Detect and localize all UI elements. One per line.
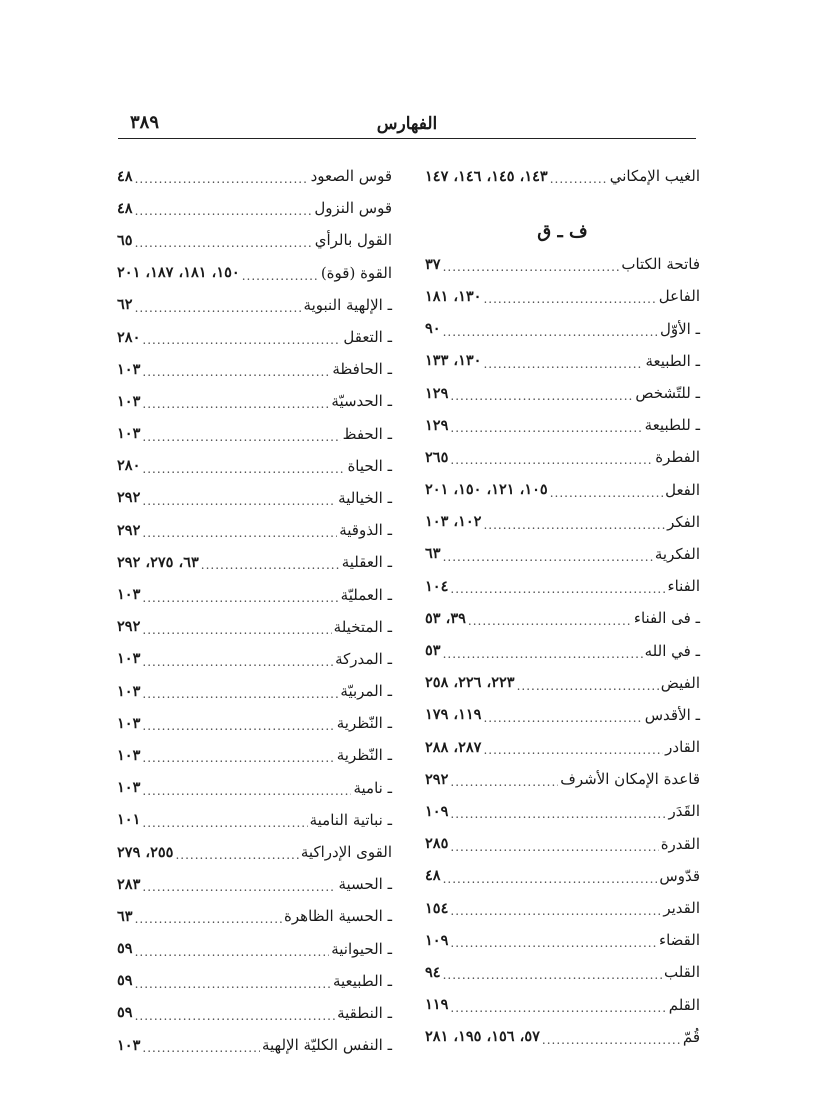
index-entry	[425, 731, 700, 763]
index-entry	[425, 667, 700, 699]
index-term: الفيض	[660, 673, 700, 692]
index-term: القضاء	[659, 931, 700, 950]
index-entry	[117, 868, 392, 900]
leader-dots	[142, 586, 338, 604]
index-term: القلب	[663, 963, 700, 982]
index-pages: ٢٨٠	[117, 328, 141, 346]
index-term: الفعل	[665, 480, 700, 499]
leader-dots	[142, 360, 330, 378]
leader-dots	[142, 650, 333, 668]
index-pages: ٢٩٢	[117, 489, 141, 507]
index-pages: ١٠٤	[425, 577, 449, 595]
index-pages: ٤٨	[117, 167, 133, 185]
index-pages: ١٢٩	[425, 384, 449, 402]
index-pages: ٤٨	[117, 199, 133, 217]
index-pages: ١٠٣	[117, 360, 141, 378]
index-term: القلم	[668, 995, 700, 1014]
index-entry	[425, 924, 700, 956]
leader-dots	[135, 296, 302, 314]
index-term: قدّوس	[659, 866, 700, 885]
index-entry	[117, 321, 392, 353]
index-entry	[117, 418, 392, 450]
leader-dots	[142, 811, 307, 829]
index-term: القوى الإدراكية	[300, 843, 392, 862]
index-term: القدير	[663, 899, 700, 918]
index-pages: ١٠٣	[117, 779, 141, 797]
left-index-column	[117, 160, 392, 1061]
index-entry	[425, 892, 700, 924]
right-index-column	[425, 160, 700, 1053]
leader-dots	[135, 907, 282, 925]
index-term: قوس النزول	[314, 199, 392, 218]
leader-dots	[550, 167, 608, 185]
index-pages: ١٠٣	[117, 746, 141, 764]
index-entry	[117, 482, 392, 514]
index-entry	[425, 828, 700, 860]
index-entry	[425, 860, 700, 892]
index-term: ـ الحدسيّة	[331, 392, 392, 411]
index-term: ـ للطبيعة	[644, 416, 700, 435]
index-term: ـ العقلية	[341, 553, 392, 572]
index-term: ـ الخيالية	[338, 488, 392, 507]
index-entry	[117, 257, 392, 289]
leader-dots	[142, 779, 351, 797]
index-term: قاعدة الإمكان الأشرف	[560, 770, 700, 789]
leader-dots	[450, 802, 666, 820]
index-pages: ١٠٩	[425, 802, 449, 820]
leader-dots	[483, 738, 663, 756]
leader-dots	[135, 231, 313, 249]
leader-dots	[443, 963, 662, 981]
leader-dots	[483, 352, 643, 370]
index-pages: ١٥٠، ١٨١، ١٨٧، ٢٠١	[117, 264, 240, 282]
index-pages: ١٠٢، ١٠٣	[425, 513, 482, 531]
index-entry	[117, 739, 392, 771]
index-pages: ٢٩٢	[117, 618, 141, 636]
index-term: القدرة	[660, 834, 700, 853]
index-entry	[117, 804, 392, 836]
index-pages: ٤٨	[425, 867, 441, 885]
index-pages: ١٠٣	[117, 1036, 141, 1054]
leader-dots	[483, 706, 642, 724]
leader-dots	[142, 392, 329, 410]
index-term: ـ المدركة	[335, 649, 392, 668]
leader-dots	[135, 199, 313, 217]
index-term: ـ المتخيلة	[333, 617, 392, 636]
index-term: ـ النّظرية	[336, 746, 392, 765]
index-entry	[425, 313, 700, 345]
index-pages: ١٠١	[117, 811, 141, 829]
leader-dots	[550, 481, 663, 499]
section-heading: ف ـ ق	[537, 221, 588, 243]
page-header	[118, 112, 696, 139]
leader-dots	[450, 770, 558, 788]
leader-dots	[135, 167, 309, 185]
index-term: ـ الحسية	[338, 875, 392, 894]
index-pages: ١١٩، ١٧٩	[425, 706, 482, 724]
index-term: ـ في الله	[644, 641, 700, 660]
index-term: الفاعل	[658, 287, 700, 306]
index-pages: ٢٥٥، ٢٧٩	[117, 843, 174, 861]
index-term: ـ نامية	[353, 778, 392, 797]
index-term: فاتحة الكتاب	[621, 255, 700, 274]
index-pages: ١٠٣	[117, 392, 141, 410]
index-term: ـ الذوقية	[339, 521, 392, 540]
index-entry	[425, 377, 700, 409]
leader-dots	[142, 875, 336, 893]
leader-dots	[450, 577, 665, 595]
index-entry	[425, 1021, 700, 1053]
leader-dots	[175, 843, 298, 861]
index-pages: ١٠٣	[117, 650, 141, 668]
index-entry	[117, 192, 392, 224]
index-term: الغيب الإمكاني	[609, 167, 700, 186]
index-pages: ٥٣	[425, 642, 441, 660]
index-entry	[425, 538, 700, 570]
index-entry	[117, 546, 392, 578]
leader-dots	[450, 996, 666, 1014]
leader-dots	[443, 255, 620, 273]
index-pages: ٢٨٣	[117, 875, 141, 893]
left-entry-list	[117, 160, 392, 1061]
index-term: القَدَر	[668, 802, 700, 821]
index-pages: ١٢٩	[425, 416, 449, 434]
index-pages: ١٠٩	[425, 931, 449, 949]
leader-dots	[135, 972, 331, 990]
index-pages: ٣٩، ٥٣	[425, 609, 466, 627]
index-pages: ١٥٤	[425, 899, 449, 917]
index-pages: ٦٢	[117, 296, 133, 314]
index-pages: ٢٢٣، ٢٢٦، ٢٥٨	[425, 674, 515, 692]
index-pages: ٦٣	[425, 545, 441, 563]
index-entry	[425, 345, 700, 377]
index-term: ـ الحسية الظاهرة	[284, 907, 392, 926]
leader-dots	[450, 384, 633, 402]
index-pages: ٦٣، ٢٧٥، ٢٩٢	[117, 553, 199, 571]
index-entry	[117, 450, 392, 482]
index-entry	[425, 956, 700, 988]
leader-dots	[135, 940, 330, 958]
index-term: ـ الحافظة	[332, 360, 392, 379]
index-term: القادر	[665, 738, 700, 757]
index-entry	[425, 989, 700, 1021]
index-pages: ١١٩	[425, 996, 449, 1014]
index-pages: ٢٨٥	[425, 835, 449, 853]
index-entry	[117, 933, 392, 965]
index-entry	[425, 441, 700, 473]
leader-dots	[242, 264, 319, 282]
index-entry	[117, 1029, 392, 1061]
index-term: الفطرة	[655, 448, 700, 467]
index-pages: ٥٩	[117, 1004, 133, 1022]
index-pages: ٩٠	[425, 320, 441, 338]
index-term: ـ الأوّل	[659, 319, 700, 338]
index-term: ـ للتّشخص	[635, 384, 700, 403]
index-entry	[117, 224, 392, 256]
leader-dots	[142, 618, 331, 636]
index-entry	[425, 699, 700, 731]
index-term: ـ النفس الكليّة الإلهية	[261, 1036, 392, 1055]
header-title: الفهارس	[376, 114, 438, 134]
index-entry	[117, 643, 392, 675]
index-entry	[425, 248, 700, 280]
leader-dots	[450, 931, 657, 949]
index-term: الفكرية	[654, 544, 700, 563]
index-pages: ٦٥	[117, 231, 133, 249]
index-entry	[117, 997, 392, 1029]
leader-dots	[142, 521, 337, 539]
index-pages: ٩٤	[425, 963, 441, 981]
index-pages: ٣٧	[425, 255, 441, 273]
leader-dots	[142, 714, 334, 732]
leader-dots	[142, 682, 338, 700]
index-term: ـ الحيوانية	[331, 939, 392, 958]
index-pages: ١٣٠، ١٨١	[425, 287, 482, 305]
index-entry	[425, 506, 700, 538]
index-term: ـ الحياة	[347, 456, 392, 475]
leader-dots	[450, 899, 661, 917]
index-term: ـ التعقل	[343, 328, 392, 347]
index-entry	[425, 795, 700, 827]
index-pages: ١٠٣	[117, 425, 141, 443]
index-pages: ١٠٣	[117, 714, 141, 732]
index-entry	[425, 602, 700, 634]
index-entry	[425, 763, 700, 795]
index-entry	[117, 611, 392, 643]
index-pages: ١٠٣	[117, 682, 141, 700]
page-number: ٣٨٩	[130, 112, 160, 133]
index-pages: ٢٨٧، ٢٨٨	[425, 738, 482, 756]
leader-dots	[142, 746, 334, 764]
leader-dots	[142, 328, 341, 346]
right-entry-list	[425, 248, 700, 1053]
index-entry	[117, 289, 392, 321]
index-entry	[425, 160, 700, 192]
leader-dots	[450, 448, 653, 466]
index-pages: ٢٨٠	[117, 457, 141, 475]
index-term: ـ الإلهية النبوية	[303, 295, 392, 314]
leader-dots	[517, 674, 659, 692]
leader-dots	[483, 513, 665, 531]
index-term: ـ العمليّة	[340, 585, 392, 604]
index-pages: ٦٣	[117, 907, 133, 925]
index-entry	[425, 409, 700, 441]
index-pages: ٥٩	[117, 972, 133, 990]
leader-dots	[443, 867, 658, 885]
leader-dots	[201, 553, 340, 571]
index-entry	[425, 634, 700, 666]
index-pages: ٢٩٢	[117, 521, 141, 539]
index-pages: ٥٩	[117, 940, 133, 958]
index-term: الفناء	[667, 577, 700, 596]
leader-dots	[443, 642, 643, 660]
index-term: ـ نباتية النامية	[309, 810, 392, 829]
leader-dots	[468, 609, 632, 627]
leader-dots	[542, 1028, 681, 1046]
index-term: القول بالرأي	[314, 231, 392, 250]
index-entry	[117, 900, 392, 932]
index-pages: ١٠٣	[117, 586, 141, 604]
index-term: ـ فى الفناء	[633, 609, 700, 628]
index-entry	[117, 675, 392, 707]
leader-dots	[450, 416, 642, 434]
index-pages: ١٤٣، ١٤٥، ١٤٦، ١٤٧	[425, 167, 548, 185]
index-entry	[117, 707, 392, 739]
index-entry	[117, 965, 392, 997]
index-entry	[117, 836, 392, 868]
index-entry	[117, 578, 392, 610]
index-term: قُمّ	[682, 1027, 700, 1046]
index-entry	[425, 474, 700, 506]
index-pages: ١٠٥، ١٢١، ١٥٠، ٢٠١	[425, 481, 548, 499]
index-entry	[117, 385, 392, 417]
index-pages: ٢٩٢	[425, 770, 449, 788]
leader-dots	[450, 835, 658, 853]
leader-dots	[142, 457, 345, 475]
leader-dots	[142, 425, 340, 443]
leader-dots	[443, 545, 653, 563]
index-term: ـ الحفظ	[342, 424, 392, 443]
index-term: ـ الطبيعية	[332, 971, 392, 990]
leader-dots	[483, 287, 656, 305]
index-pages: ٥٧، ١٥٦، ١٩٥، ٢٨١	[425, 1028, 540, 1046]
leader-dots	[142, 1036, 260, 1054]
leader-dots	[443, 320, 658, 338]
index-term: الفكر	[667, 512, 700, 531]
index-pages: ١٣٠، ١٣٣	[425, 352, 482, 370]
index-entry	[425, 280, 700, 312]
index-entry	[425, 570, 700, 602]
leader-dots	[142, 489, 336, 507]
index-term: ـ الطبيعة	[645, 351, 700, 370]
index-term: ـ الأقدس	[644, 705, 700, 724]
index-term: ـ النطقية	[337, 1003, 392, 1022]
index-term: القوة (قوة)	[320, 263, 392, 282]
index-pages: ٢٦٥	[425, 448, 449, 466]
index-entry	[117, 353, 392, 385]
index-term: ـ المربيّة	[340, 682, 392, 701]
index-entry	[117, 160, 392, 192]
leader-dots	[135, 1004, 336, 1022]
index-term: قوس الصعود	[310, 167, 392, 186]
index-term: ـ النّظرية	[336, 714, 392, 733]
index-entry	[117, 772, 392, 804]
index-entry	[117, 514, 392, 546]
